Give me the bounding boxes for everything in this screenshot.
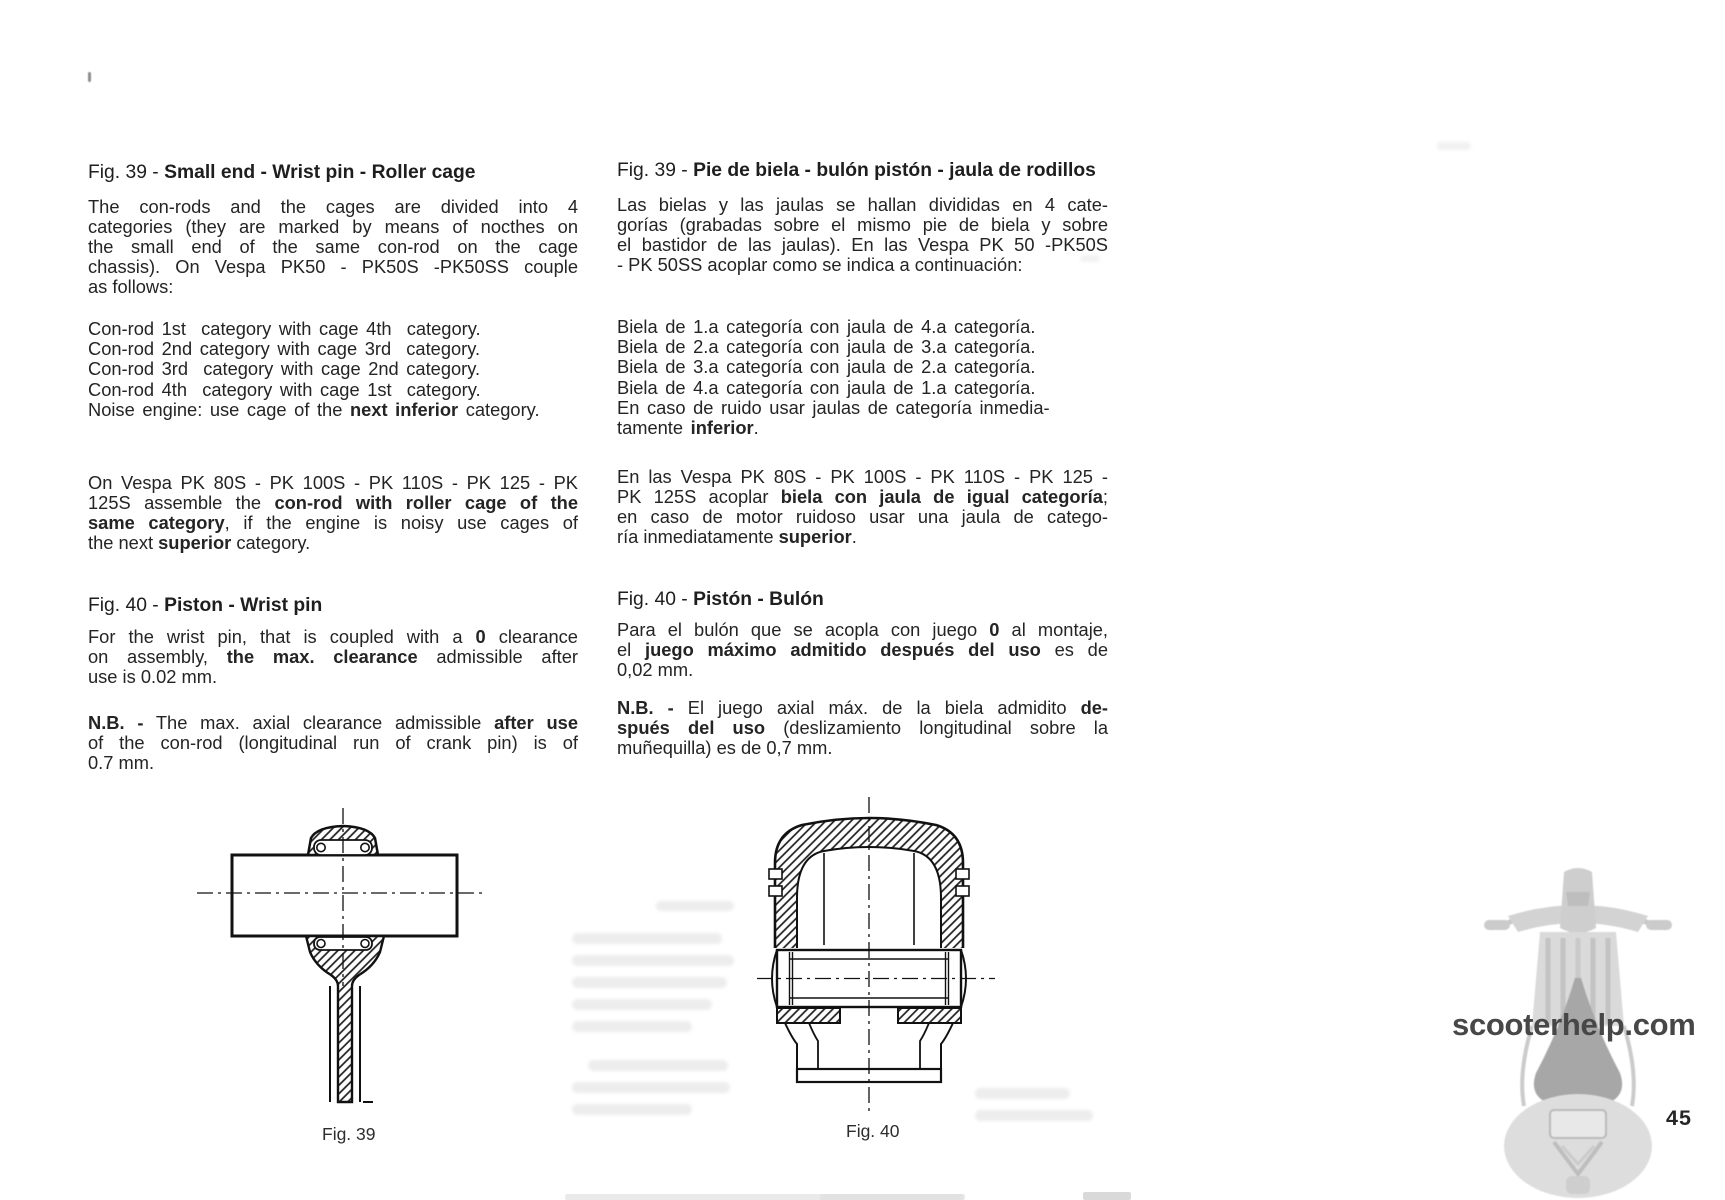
list-item: Con-rod 1st category with cage 4th category. [88, 318, 481, 339]
fig40-paragraph-en [88, 627, 578, 687]
text-line: 125S assemble the con-rod with roller cage of the [88, 491, 578, 513]
text-line: En las Vespa PK 80S - PK 100S - PK 110S - PK 125 - [617, 466, 1108, 487]
bleedthrough-smudge [572, 999, 712, 1010]
fig39-paragraph-es [617, 195, 1108, 275]
bleedthrough-smudge [1437, 142, 1471, 150]
text-line: 0,02 mm. [617, 658, 694, 680]
ring-groove [956, 869, 969, 879]
text-line: el bastidor de las jaulas). En las Vespa PK 50 -PK50S [617, 233, 1108, 255]
text-line: muñequilla) es de 0,7 mm. [617, 736, 833, 758]
skirt-flange-section [777, 1008, 840, 1023]
page-number: 45 [1666, 1106, 1692, 1130]
ring-groove [769, 886, 782, 896]
watermark-text: scooterhelp.com [1452, 1007, 1696, 1042]
text-line: N.B. - The max. axial clearance admissible after use [88, 712, 578, 733]
text-line: same category, if the engine is noisy use cages of [88, 511, 579, 533]
pk80s-paragraph-en [88, 473, 578, 553]
text-line: on assembly, the max. clearance admissible after [88, 645, 578, 667]
text-line: For the wrist pin, that is coupled with a 0 clearance [88, 626, 578, 647]
list-item: Biela de 4.a categoría con jaula de 1.a categoría. [617, 376, 1036, 398]
text-line: categories (they are marked by means of nocthes on [88, 215, 578, 237]
fig40-caption: Fig. 40 [846, 1121, 900, 1141]
text-line: 0.7 mm. [88, 751, 155, 773]
text-line: the next superior category. [88, 531, 311, 553]
bleedthrough-smudge [572, 955, 734, 966]
fig39-section-heading-en [88, 162, 578, 183]
roller [361, 843, 369, 851]
bleedthrough-smudge [588, 1060, 728, 1071]
nb-paragraph-es [617, 698, 1108, 758]
text-line: of the con-rod (longitudinal run of crank pin) is of [88, 731, 578, 753]
list-item: Con-rod 3rd category with cage 2nd category. [88, 358, 481, 380]
fig40-diagram [740, 795, 1010, 1115]
bleedthrough-smudge [572, 1082, 730, 1093]
fig39-paragraph-en [88, 197, 578, 297]
pairing-list-es [617, 317, 1108, 438]
text-line: gorías (grabadas sobre el mismo pie de biela y sobre [617, 213, 1108, 235]
roller [361, 940, 369, 948]
bleedthrough-smudge [656, 901, 734, 911]
text-line: the small end of the same con-rod on the cage [88, 235, 578, 257]
skirt-wall [809, 1023, 818, 1069]
text-line: el juego máximo admitido después del uso es de [617, 638, 1108, 660]
wrist-pin-outline [232, 855, 457, 936]
heading-text: Fig. 39 - Small end - Wrist pin - Roller cage [88, 162, 476, 183]
skirt-wall [920, 1023, 929, 1069]
skirt-wall [785, 1023, 797, 1069]
bleedthrough-smudge [572, 977, 727, 988]
list-item: Noise engine: use cage of the next inferior category. [88, 398, 540, 420]
text-line: The con-rods and the cages are divided into 4 [88, 196, 578, 217]
fig39-section-heading-es [617, 160, 1108, 181]
text-line: use is 0.02 mm. [88, 665, 218, 687]
list-item: Biela de 3.a categoría con jaula de 2.a categoría. [617, 356, 1036, 378]
page-edge-shadow [820, 1194, 963, 1200]
pk80s-paragraph-es [617, 467, 1108, 547]
heading-text: Fig. 39 - Pie de biela - bulón pistón - jaula de rodillos [617, 160, 1096, 181]
skirt-wall [941, 1023, 953, 1069]
fig40-section-heading-es [617, 589, 1108, 610]
text-line: spués del uso (deslizamiento longitudinal sobre la [617, 716, 1108, 738]
fig40-section-heading-en [88, 595, 578, 616]
page-edge-shadow [1083, 1192, 1131, 1200]
ring-groove [769, 869, 782, 879]
text-line: On Vespa PK 80S - PK 100S - PK 110S - PK 125 - PK [88, 472, 578, 493]
text-line: en caso de motor ruidoso usar una jaula de catego- [617, 505, 1108, 527]
roller [317, 940, 325, 948]
scan-speck [88, 72, 91, 82]
list-item: En caso de ruido usar jaulas de categoría inmedia- [617, 396, 1050, 418]
text-line: N.B. - El juego axial máx. de la biela admidito de- [617, 697, 1108, 718]
list-item: Biela de 2.a categoría con jaula de 3.a categoría. [617, 336, 1036, 358]
fig39-diagram [190, 800, 500, 1110]
text-line: Las bielas y las jaulas se hallan divididas en 4 cate- [617, 194, 1108, 215]
heading-text: Fig. 40 - Piston - Wrist pin [88, 595, 323, 616]
list-item: Con-rod 4th category with cage 1st category. [88, 378, 481, 400]
bleedthrough-smudge [572, 1021, 692, 1032]
text-line: chassis). On Vespa PK50 - PK50S -PK50SS couple [88, 255, 578, 277]
heading-text: Fig. 40 - Pistón - Bulón [617, 589, 824, 610]
bleedthrough-smudge [1080, 255, 1100, 262]
list-item: Biela de 1.a categoría con jaula de 4.a categoría. [617, 316, 1036, 337]
bleedthrough-smudge [572, 1104, 692, 1115]
skirt-flange-section [898, 1008, 961, 1023]
roller [317, 843, 325, 851]
fig39-caption: Fig. 39 [322, 1124, 376, 1144]
text-line: ría inmediatamente superior. [617, 525, 857, 547]
text-line: Para el bulón que se acopla con juego 0 al montaje, [617, 619, 1109, 640]
text-line: - PK 50SS acoplar como se indica a continuación: [617, 253, 1023, 275]
text-line: PK 125S acoplar biela con jaula de igual categoría; [617, 485, 1108, 507]
small-end-lower-cap-and-stem [306, 936, 384, 1102]
list-item: Con-rod 2nd category with cage 3rd category. [88, 338, 481, 360]
bleedthrough-smudge [572, 933, 722, 944]
nb-paragraph-en [88, 713, 578, 773]
ring-groove [956, 886, 969, 896]
text-line: as follows: [88, 275, 174, 297]
pairing-list-en [88, 319, 578, 420]
fig40-paragraph-es [617, 620, 1108, 680]
list-item: tamente inferior. [617, 417, 759, 439]
